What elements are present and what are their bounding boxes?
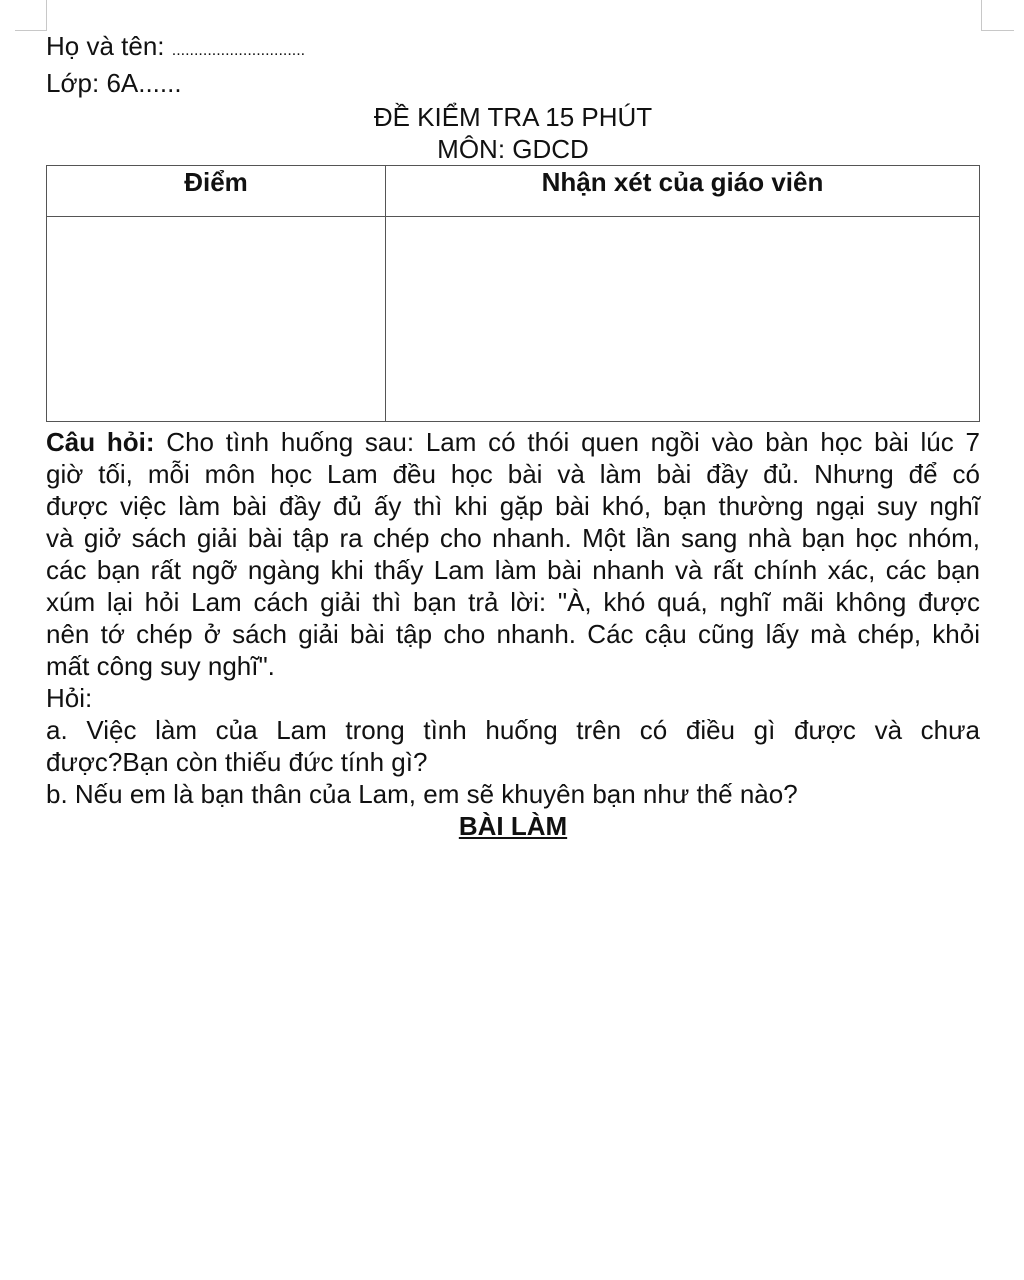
question-text-line-1: Cho tình huống sau: Lam có thói quen ngồi vào bàn học bài lúc 7 bbox=[154, 427, 980, 457]
question-text-line-6: xúm lại hỏi Lam cách giải thì bạn trả lời: "À, khó quá, nghĩ mãi không được bbox=[46, 587, 980, 617]
grade-table-body-row bbox=[47, 217, 980, 422]
part-b: b. Nếu em là bạn thân của Lam, em sẽ khuyên bạn như thế nào? bbox=[46, 779, 798, 809]
document-page bbox=[46, 30, 980, 1242]
answer-heading-text: BÀI LÀM bbox=[458, 811, 568, 841]
question-text-line-3: được việc làm bài đầy đủ ấy thì khi gặp bài khó, bạn thường ngại suy nghĩ bbox=[46, 491, 980, 521]
part-a-line-2: được?Bạn còn thiếu đức tính gì? bbox=[46, 747, 428, 777]
question-label: Câu hỏi: bbox=[46, 427, 155, 457]
score-column-header: Điểm bbox=[47, 166, 386, 217]
score-cell[interactable] bbox=[47, 217, 386, 422]
grade-table-header-row bbox=[47, 166, 980, 217]
part-a-line-1: a. Việc làm của Lam trong tình huống trên có điều gì được và chưa bbox=[46, 715, 980, 745]
page-corner-mark-top-right bbox=[981, 0, 1014, 31]
teacher-comment-column-header: Nhận xét của giáo viên bbox=[386, 166, 980, 217]
name-label: Họ và tên: bbox=[46, 31, 165, 61]
question-line bbox=[46, 426, 980, 458]
question-block bbox=[46, 426, 980, 810]
exam-subject: MÔN: GDCD bbox=[437, 134, 589, 164]
answer-area[interactable] bbox=[46, 842, 980, 1242]
teacher-comment-cell[interactable] bbox=[386, 217, 980, 422]
page-corner-mark-top-left bbox=[15, 0, 47, 31]
grade-table bbox=[46, 165, 980, 422]
answer-heading bbox=[46, 810, 980, 842]
ask-label: Hỏi: bbox=[46, 683, 93, 713]
exam-title: ĐỀ KIỂM TRA 15 PHÚT bbox=[373, 102, 653, 132]
name-blank[interactable]: .............................. bbox=[171, 42, 306, 59]
question-text-line-7: nên tớ chép ở sách giải bài tập cho nhanh. Các cậu cũng lấy mà chép, khỏi bbox=[46, 619, 980, 649]
class-label: Lớp: bbox=[46, 68, 100, 98]
class-line bbox=[46, 67, 980, 99]
question-text-line-8: mất công suy nghĩ". bbox=[46, 651, 275, 681]
question-text-line-4: và giở sách giải bài tập ra chép cho nhanh. Một lần sang nhà bạn học nhóm, bbox=[46, 523, 980, 553]
question-text-line-5: các bạn rất ngỡ ngàng khi thấy Lam làm bài nhanh và rất chính xác, các bạn bbox=[46, 555, 980, 585]
question-text-line-2: giờ tối, mỗi môn học Lam đều học bài và làm bài đầy đủ. Nhưng để có bbox=[46, 459, 980, 489]
class-value: 6A...... bbox=[106, 68, 182, 98]
student-name-line bbox=[46, 30, 980, 67]
